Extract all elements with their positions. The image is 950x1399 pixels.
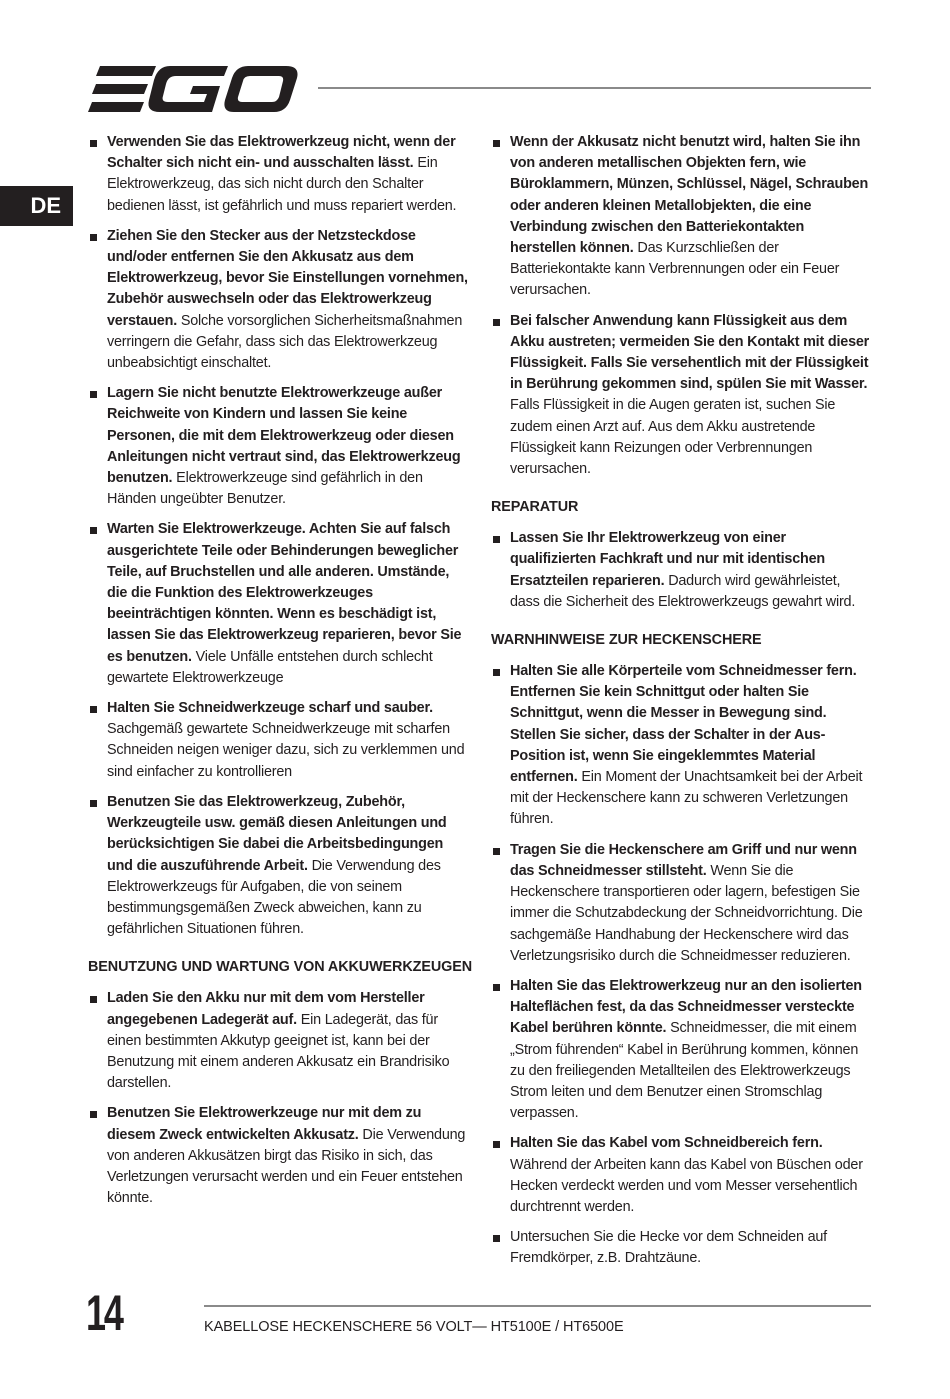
item-bold-text: Verwenden Sie das Elektrowerkzeug nicht, wenn der Schalter sich nicht ein- und ausschalten lässt. [107,134,456,172]
list-item [491,1133,873,1218]
ego-logo [86,64,298,114]
item-text: Die Verwendung von anderen Akkusätzen birgt das Risiko in sich, das Verletzungen verursacht werden und ein Feuer entstehen könnte. [107,1126,466,1207]
list-item [491,528,873,613]
right-column [491,132,873,1279]
item-bold-text: Benutzen Sie Elektrowerkzeuge nur mit dem zu diesem Zweck entwickelten Akkusatz. [107,1105,422,1143]
item-bold-text: Warten Sie Elektrowerkzeuge. Achten Sie auf falsch ausgerichtete Teile oder Behinderungen beweglicher Teile, auf Bruchstellen und alle anderen. Umstände, die die Funktion des Elektrowerkzeuges beeinträchtigen könnten. Wenn es beschädigt ist, lassen Sie das Elektrowerkzeug reparieren, bevor Sie es benutzen. [107,521,462,665]
item-text: Solche vorsorglichen Sicherheitsmaßnahmen verringern die Gefahr, dass sich das Elektrowerkzeug unbeabsichtigt einschaltet. [107,312,463,372]
item-text: Falls Flüssigkeit in die Augen geraten ist, suchen Sie zudem einen Arzt auf. Aus dem Akku austretende Flüssigkeit kann Reizungen oder Verbrennungen verursachen. [510,397,836,478]
list-item [88,988,472,1094]
item-bold-text: Ziehen Sie den Stecker aus der Netzsteckdose und/oder entfernen Sie den Akkusatz aus dem Elektrowerkzeug, bevor Sie Einstellungen vornehmen, Zubehör auswechseln oder das Elektrowerkzeug verstauen. [107,227,468,329]
item-text: Das Kurzschließen der Batteriekontakte kann Verbrennungen oder ein Feuer verursachen. [510,240,840,299]
item-text: Viele Unfälle entstehen durch schlecht gewartete Elektrowerkzeuge [107,648,433,686]
list-item [88,519,472,689]
language-tab: DE [0,186,73,226]
section-heading: REPARATUR [491,499,579,516]
section-heading: WARNHINWEISE ZUR HECKENSCHERE [491,632,762,649]
item-bold-text: Tragen Sie die Heckenschere am Griff und nur wenn das Schneidmesser stillsteht. [510,841,857,879]
item-bold-text: Bei falscher Anwendung kann Flüssigkeit aus dem Akku austreten; vermeiden Sie den Kontakt mit dieser Flüssigkeit. Falls Sie versehentlich mit der Flüssigkeit in Berührung gekommen sind, spülen Sie mit Wasser. [510,312,870,393]
list-item [88,698,472,783]
list-item [491,132,873,302]
item-bold-text: Halten Sie Schneidwerkzeuge scharf und sauber. [107,700,433,717]
item-text: Elektrowerkzeuge sind gefährlich in den Händen ungeübter Benutzer. [107,470,423,508]
item-bold-text: Laden Sie den Akku nur mit dem vom Hersteller angegebenen Ladegerät auf. [107,990,425,1028]
item-text: Ein Moment der Unachtsamkeit bei der Arbeit mit der Heckenschere kann zu schweren Verletzungen führen. [510,769,863,828]
left-column [88,132,472,1218]
item-bold-text: Halten Sie das Kabel vom Schneidbereich fern. [510,1135,823,1152]
item-text: Dadurch wird gewährleistet, dass die Sicherheit des Elektrowerkzeugs gewahrt wird. [510,572,856,610]
list-item [88,1103,472,1209]
list-item [491,976,873,1124]
footer-title: KABELLOSE HECKENSCHERE 56 VOLT— HT5100E / HT6500E [204,1319,624,1335]
list-item [88,383,472,510]
item-text: Ein Elektrowerkzeug, das sich nicht durch den Schalter bedienen lässt, ist gefährlich und muss repariert werden. [107,155,457,214]
list-item [88,792,472,940]
item-bold-text: Halten Sie das Elektrowerkzeug nur an den isolierten Halteflächen fest, da das Schneidmesser versteckte Kabel berühren könnte. [510,977,862,1037]
header-rule [318,87,871,89]
item-text: Sachgemäß gewartete Schneidwerkzeuge mit scharfen Schneiden neigen weniger dazu, sich zu verklemmen und sind einfacher zu kontrollieren [107,721,465,780]
list-item [88,132,472,217]
list-item [491,840,873,967]
item-bold-text: Lagern Sie nicht benutzte Elektrowerkzeuge außer Reichweite von Kindern und lassen Sie keine Personen, die mit dem Elektrowerkzeug oder diesen Anleitungen nicht vertraut sind, das Elektrowerkzeug benutzen. [107,385,461,487]
item-bold-text: Halten Sie alle Körperteile vom Schneidmesser fern. Entfernen Sie kein Schnittgut oder halten Sie Schnittgut, wenn die Messer in Bewegung sind. Stellen Sie sicher, dass der Schalter in der Aus-Position ist, wenn Sie eingeklemmtes Material entfernen. [510,663,857,786]
list-item [88,226,472,374]
section-heading: BENUTZUNG UND WARTUNG VON AKKUWERKZEUGEN [88,959,472,976]
item-text: Wenn Sie die Heckenschere transportieren oder lagern, befestigen Sie immer die Schutzabdeckung der Schneidvorrichtung. Die sachgemäße Handhabung der Heckenschere wird das Verletzungsrisiko durch die Schneidmesser reduzieren. [510,862,863,964]
list-item [491,311,873,481]
list-item [491,661,873,831]
item-text: Schneidmesser, die mit einem „Strom führenden“ Kabel in Berührung kommen, können zu den freiliegenden Metallteilen des Elektrowerkzeugs Strom leiten und dem Benutzer einen Stromschlag verpassen. [510,1020,859,1122]
item-text: Die Verwendung des Elektrowerkzeugs für Aufgaben, die von seinem bestimmungsgemäßen Zweck abweichen, kann zu gefährlichen Situationen führen. [107,857,441,938]
item-bold-text: Wenn der Akkusatz nicht benutzt wird, halten Sie ihn von anderen metallischen Objekten fern, wie Büroklammern, Münzen, Schlüssel, Nägel, Schrauben oder anderen kleinen Metallobjekten, die eine Verbindung zwischen den Batteriekontakten herstellen können. [510,134,869,257]
page-number: 14 [86,1285,122,1341]
item-text: Während der Arbeiten kann das Kabel von Büschen oder Hecken verdeckt werden und vom Messer versehentlich durchtrennt werden. [510,1156,863,1215]
item-text: Untersuchen Sie die Hecke vor dem Schneiden auf Fremdkörper, z.B. Drahtzäune. [510,1229,827,1267]
footer-rule [204,1305,871,1307]
list-item [491,1227,873,1269]
item-text: Ein Ladegerät, das für einen bestimmten Akkutyp geeignet ist, kann bei der Benutzung mit einem anderen Akkusatz ein Brandrisiko darstellen. [107,1011,450,1092]
item-bold-text: Lassen Sie Ihr Elektrowerkzeug von einer qualifizierten Fachkraft und nur mit identischen Ersatzteilen reparieren. [510,530,826,589]
item-bold-text: Benutzen Sie das Elektrowerkzeug, Zubehör, Werkzeugteile usw. gemäß diesen Anleitungen und berücksichtigen Sie dabei die Arbeitsbedingungen und die auszuführende Arbeit. [107,793,447,874]
